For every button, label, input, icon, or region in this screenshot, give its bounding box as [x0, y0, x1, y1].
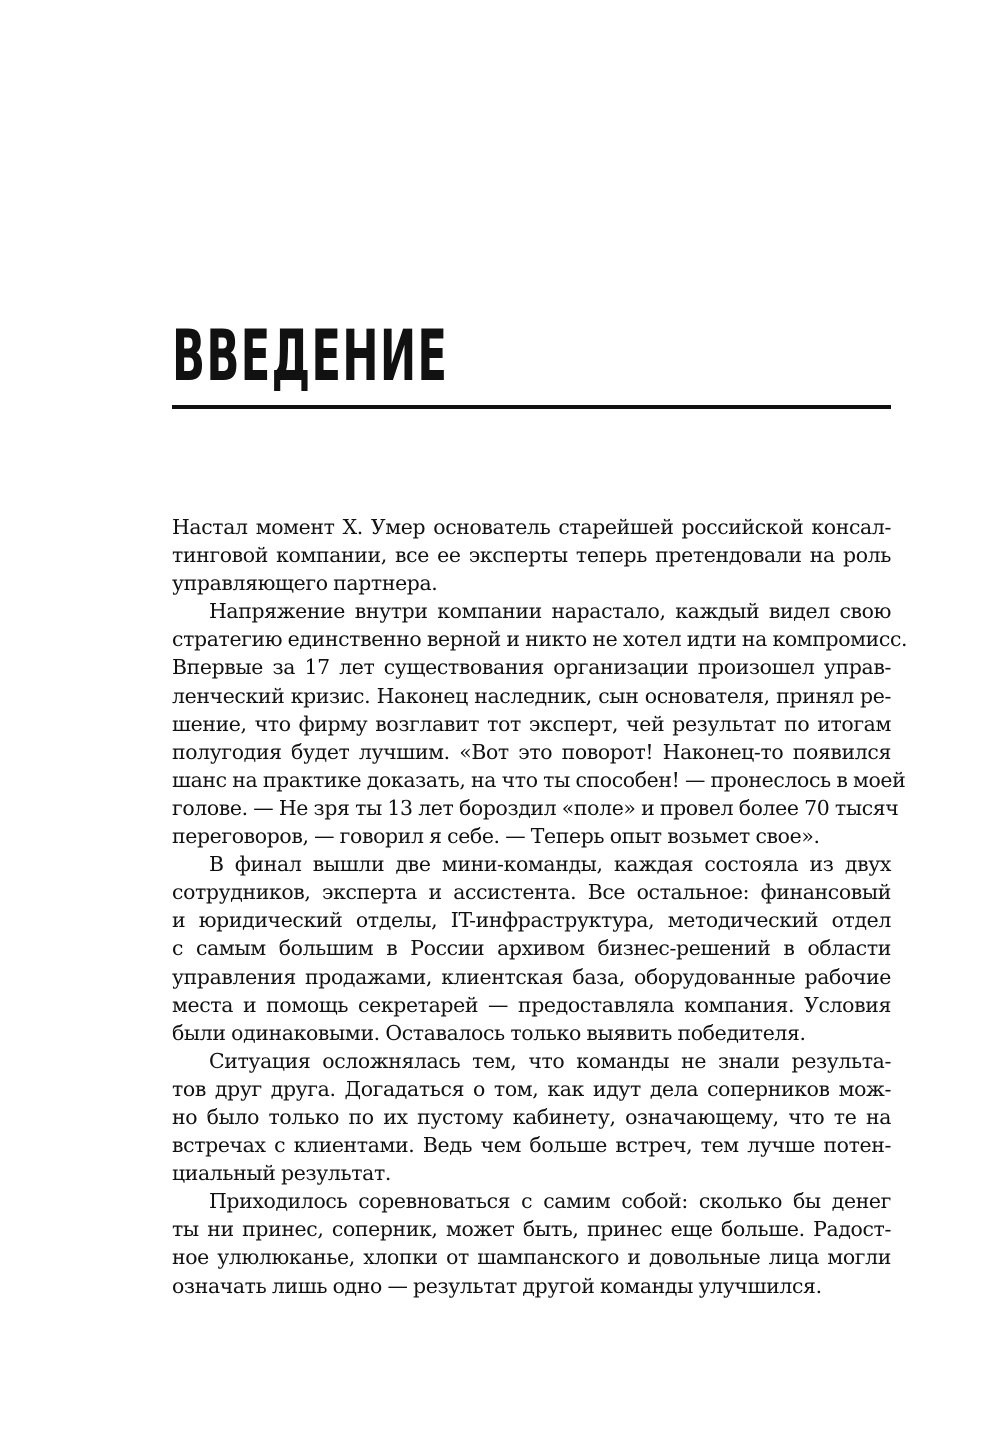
text-line: стратегию единственно верной и никто не хотел идти на компромисс. — [172, 627, 908, 652]
text-line: тов друг друга. Догадаться о том, как идут дела соперников мож- — [172, 1076, 891, 1101]
text-line: и юридический отделы, IT-инфраструктура, методический отдел — [172, 908, 891, 933]
text-line: управления продажами, клиентская база, оборудованные рабочие — [172, 964, 891, 989]
text-line: встречах с клиентами. Ведь чем больше встреч, тем лучше потен- — [172, 1133, 891, 1158]
text-line: ное улюлюканье, хлопки от шампанского и довольные лица могли — [172, 1245, 891, 1270]
text-line: В финал вышли две мини-команды, каждая состояла из двух — [209, 852, 891, 877]
text-line: циальный результат. — [172, 1161, 392, 1186]
text-line: означать лишь одно — результат другой команды улучшился. — [172, 1273, 822, 1298]
paragraph-3 — [172, 850, 891, 1047]
text-line: ленческий кризис. Наконец наследник, сын основателя, принял ре- — [172, 683, 891, 708]
text-line: переговоров, — говорил я себе. — Теперь опыт возьмет свое». — [172, 824, 820, 849]
chapter-body — [172, 513, 908, 1300]
text-line: полугодия будет лучшим. «Вот это поворот! Наконец-то появился — [172, 739, 891, 764]
text-line: шение, что фирму возглавит тот эксперт, чей результат по итогам — [172, 711, 891, 736]
text-line: Напряжение внутри компании нарастало, каждый видел свою — [209, 599, 891, 624]
text-line: тинговой компании, все ее эксперты теперь претендовали на роль — [172, 543, 891, 568]
title-underline — [172, 405, 891, 409]
text-line: места и помощь секретарей — предоставляла компания. Условия — [172, 992, 891, 1017]
paragraph-4 — [172, 1047, 891, 1187]
chapter-title: ВВЕДЕНИЕ — [172, 315, 449, 397]
text-line: Впервые за 17 лет существования организации произошел управ- — [172, 655, 891, 680]
paragraph-5 — [172, 1187, 891, 1299]
text-line: ты ни принес, соперник, может быть, принес еще больше. Радост- — [172, 1217, 891, 1242]
text-line: голове. — Не зря ты 13 лет бороздил «поле» и провел более 70 тысяч — [172, 795, 899, 820]
paragraph-2 — [172, 597, 908, 850]
text-line: сотрудников, эксперта и ассистента. Все остальное: финансовый — [172, 880, 891, 905]
text-line: но было только по их пустому кабинету, означающему, что те на — [172, 1104, 891, 1129]
text-line: Настал момент Х. Умер основатель старейшей российской консал- — [172, 515, 891, 539]
text-line: были одинаковыми. Оставалось только выявить победителя. — [172, 1020, 806, 1045]
text-line: шанс на практике доказать, на что ты способен! — пронеслось в моей — [172, 767, 906, 792]
text-line: Приходилось соревноваться с самим собой: сколько бы денег — [209, 1189, 891, 1214]
text-line: с самым большим в России архивом бизнес-решений в области — [172, 936, 891, 961]
paragraph-1 — [172, 513, 891, 597]
text-line: Ситуация осложнялась тем, что команды не знали результа- — [209, 1048, 891, 1073]
text-line: управляющего партнера. — [172, 571, 438, 596]
